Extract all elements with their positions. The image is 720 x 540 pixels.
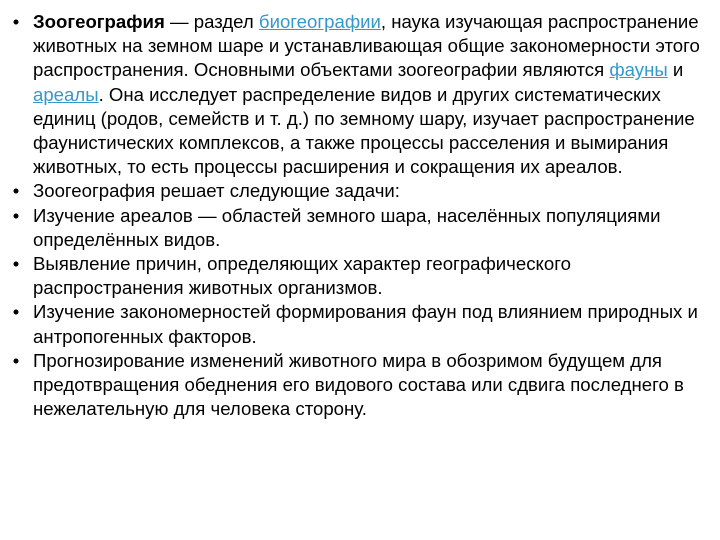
intro-text-4: . Она исследует распределение видов и других систематических единиц (родов, семейств и т. д.) по земному шару, изучает распространение фаунистических комплексов, а также процессы расселения и вымирания животных, то есть процессы расширения и сокращения их ареалов. xyxy=(33,83,695,178)
bullet-list xyxy=(8,10,714,421)
list-item-task-patterns xyxy=(8,300,714,348)
list-item-tasks-heading xyxy=(8,179,714,203)
list-item-task-forecast xyxy=(8,349,714,422)
list-item-task-causes xyxy=(8,252,714,300)
bullet-icon: • xyxy=(12,253,20,275)
bullet-icon: • xyxy=(12,11,20,32)
term-zoogeography: Зоогеография xyxy=(33,11,165,32)
list-item-intro xyxy=(8,10,714,179)
link-faunas[interactable]: фауны xyxy=(609,59,668,81)
list-item-text: Зоогеография решает следующие задачи: xyxy=(33,180,400,202)
bullet-icon: • xyxy=(12,180,20,202)
bullet-icon: • xyxy=(12,204,20,226)
link-biogeography[interactable]: биогеографии xyxy=(258,11,381,32)
bullet-icon: • xyxy=(12,301,20,323)
link-ranges[interactable]: ареалы xyxy=(33,83,99,105)
bullet-icon: • xyxy=(12,349,20,371)
list-item-text: Изучение ареалов — областей земного шара, населённых популяциями определённых видов. xyxy=(33,204,661,250)
list-item-task-ranges xyxy=(8,204,714,252)
intro-text-1: — раздел xyxy=(164,11,259,32)
list-item-text: Выявление причин, определяющих характер географического распространения животных организмов. xyxy=(33,253,571,299)
intro-text-2: , наука изучающая распространение животных на земном шаре и устанавливающая общие закономерности этого распространения. Основными объектами зоогеографии являются xyxy=(33,11,700,81)
list-item-text: Изучение закономерностей формирования фаун под влиянием природных и антропогенных факторов. xyxy=(33,301,698,347)
list-item-text: Прогнозирование изменений животного мира в обозримом будущем для предотвращения обеднения его видового состава или сдвига последнего в нежелательную для человека сторону. xyxy=(33,349,684,420)
intro-text-3: и xyxy=(667,59,684,81)
